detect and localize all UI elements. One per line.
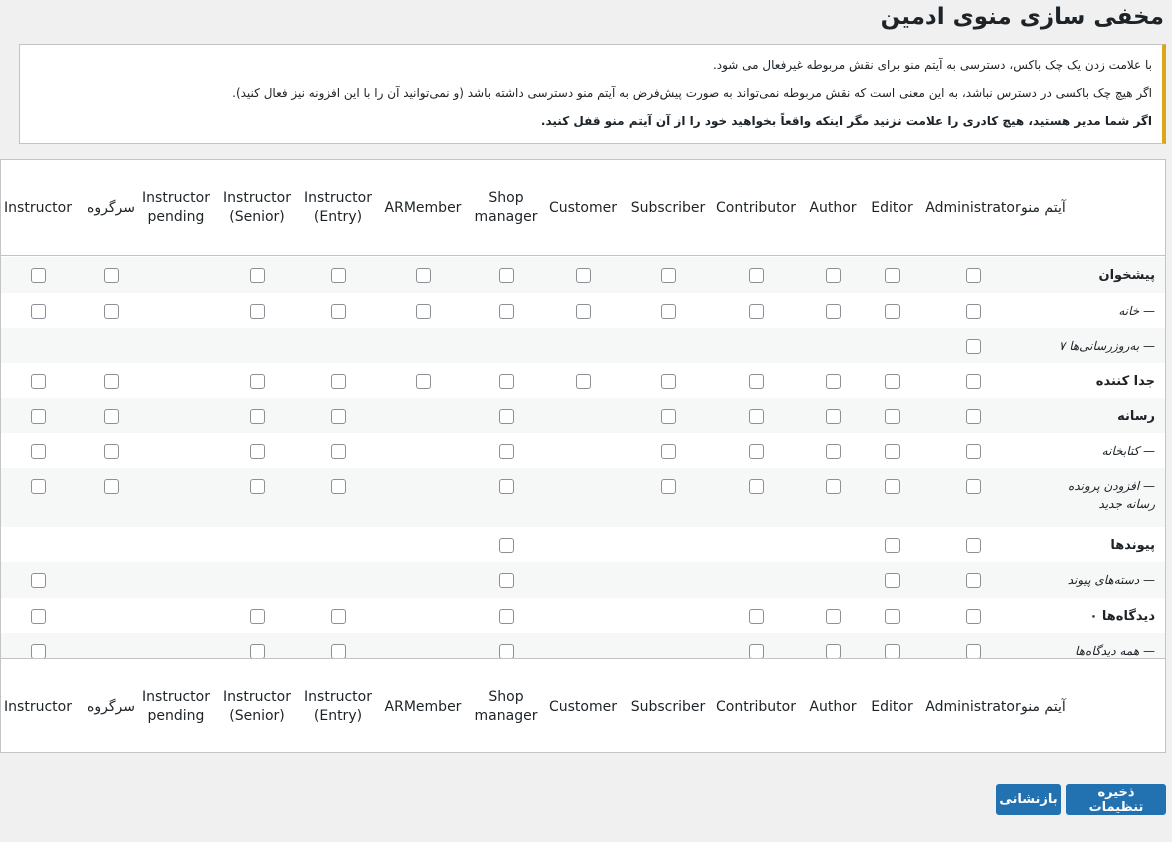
role-name: Contributor	[716, 199, 796, 216]
hide-menu-checkbox[interactable]	[576, 374, 591, 389]
role-name: Instructor	[142, 689, 210, 705]
role-name: ARMember	[384, 698, 462, 715]
notice-line-2: اگر هیچ چک باکسی در دسترس نباشد، به این معنی است که نقش مربوطه نمی‌تواند به صورت پیش‌فرض به آیتم منو دسترسی داشته باشد (و نمی‌توانید آن را با این افزونه نیز فعال کنید).	[232, 86, 1152, 100]
menu-item-label: دیدگاه‌ها ۰	[1089, 609, 1155, 624]
hide-menu-checkbox[interactable]	[885, 304, 900, 319]
role-name: سرگروه	[87, 698, 135, 715]
hide-menu-checkbox[interactable]	[104, 444, 119, 459]
hide-menu-checkbox[interactable]	[966, 479, 981, 494]
hide-menu-checkbox[interactable]	[104, 374, 119, 389]
hide-menu-checkbox[interactable]	[499, 374, 514, 389]
role-name: Administrator	[925, 698, 1021, 715]
hide-menu-checkbox[interactable]	[331, 644, 346, 658]
role-name: Contributor	[716, 698, 796, 715]
role-name: Editor	[871, 199, 913, 216]
hide-menu-checkbox[interactable]	[416, 304, 431, 319]
hide-menu-checkbox[interactable]	[250, 444, 265, 459]
hide-menu-checkbox[interactable]	[826, 374, 841, 389]
notice-line-1: با علامت زدن یک چک باکس، دسترسی به آیتم منو برای نقش مربوطه غیرفعال می شود.	[712, 58, 1152, 72]
footer-role-column	[131, 659, 221, 753]
role-name: manager	[474, 708, 538, 724]
role-name: pending	[147, 209, 205, 225]
hide-menu-checkbox[interactable]	[749, 304, 764, 319]
role-name: Subscriber	[630, 698, 706, 715]
hide-menu-checkbox[interactable]	[31, 479, 46, 494]
hide-menu-checkbox[interactable]	[885, 268, 900, 283]
role-name: Customer	[548, 698, 617, 715]
header-role-column	[378, 160, 468, 256]
hide-menu-checkbox[interactable]	[966, 409, 981, 424]
menu-item-label: — خانه	[1118, 304, 1155, 318]
hide-menu-checkbox[interactable]	[661, 479, 676, 494]
hide-menu-checkbox[interactable]	[331, 479, 346, 494]
hide-menu-checkbox[interactable]	[826, 644, 841, 658]
footer-role-column	[3, 659, 73, 753]
menu-item-label: رسانه	[1117, 409, 1155, 424]
hide-menu-checkbox[interactable]	[661, 268, 676, 283]
header-role-column	[623, 160, 713, 256]
hide-menu-checkbox[interactable]	[885, 644, 900, 658]
table-row	[1, 257, 1165, 293]
hide-menu-checkbox[interactable]	[966, 304, 981, 319]
table-row	[1, 468, 1165, 527]
table-row	[1, 633, 1165, 658]
table-footer	[1, 658, 1165, 753]
header-role-column	[543, 160, 623, 256]
role-name: Subscriber	[630, 199, 706, 216]
role-name: Instructor	[4, 698, 72, 715]
header-role-column	[298, 160, 378, 256]
hide-menu-checkbox[interactable]	[885, 409, 900, 424]
footer-role-column	[711, 659, 801, 753]
hide-menu-checkbox[interactable]	[826, 444, 841, 459]
menu-item-label: — همه دیدگاه‌ها	[1075, 644, 1155, 658]
role-name: Shop	[488, 689, 524, 705]
menu-item-label: جدا کننده	[1095, 374, 1155, 389]
footer-role-column	[923, 659, 1023, 753]
hide-menu-checkbox[interactable]	[331, 444, 346, 459]
hide-menu-checkbox[interactable]	[31, 609, 46, 624]
hide-menu-checkbox[interactable]	[749, 268, 764, 283]
hide-menu-checkbox[interactable]	[499, 609, 514, 624]
hide-menu-checkbox[interactable]	[885, 609, 900, 624]
hide-menu-checkbox[interactable]	[31, 304, 46, 319]
reset-button[interactable]: بازنشانی	[996, 784, 1061, 815]
hide-menu-checkbox[interactable]	[749, 374, 764, 389]
hide-menu-checkbox[interactable]	[250, 374, 265, 389]
menu-item-label: — دسته‌های پیوند	[1067, 573, 1155, 587]
hide-menu-checkbox[interactable]	[966, 374, 981, 389]
role-name: Administrator	[925, 199, 1021, 216]
hide-menu-checkbox[interactable]	[31, 573, 46, 588]
hide-menu-checkbox[interactable]	[499, 304, 514, 319]
footer-role-column	[81, 659, 141, 753]
role-name: ARMember	[384, 199, 462, 216]
table-row	[1, 293, 1165, 328]
save-settings-button[interactable]: ذخیره تنظیمات	[1066, 784, 1166, 815]
hide-menu-checkbox[interactable]	[499, 479, 514, 494]
hide-menu-checkbox[interactable]	[826, 268, 841, 283]
hide-menu-checkbox[interactable]	[250, 304, 265, 319]
hide-menu-checkbox[interactable]	[499, 268, 514, 283]
footer-menu-item-column: آیتم منو	[1021, 698, 1066, 715]
role-name: Editor	[871, 698, 913, 715]
hide-menu-checkbox[interactable]	[826, 479, 841, 494]
role-name: Author	[809, 199, 857, 216]
hide-menu-checkbox[interactable]	[104, 304, 119, 319]
table-row	[1, 433, 1165, 468]
hide-menu-checkbox[interactable]	[331, 374, 346, 389]
menu-permissions-table	[0, 159, 1166, 753]
header-role-column	[803, 160, 863, 256]
role-name: (Senior)	[229, 708, 285, 724]
table-row	[1, 527, 1165, 562]
role-name: manager	[474, 209, 538, 225]
hide-menu-checkbox[interactable]	[250, 609, 265, 624]
hide-menu-checkbox[interactable]	[885, 374, 900, 389]
footer-role-column	[862, 659, 922, 753]
hide-menu-checkbox[interactable]	[661, 374, 676, 389]
menu-item-label: پیوندها	[1110, 538, 1155, 553]
header-role-column	[923, 160, 1023, 256]
hide-menu-checkbox[interactable]	[31, 409, 46, 424]
hide-menu-checkbox[interactable]	[885, 479, 900, 494]
role-name: Instructor	[142, 190, 210, 206]
hide-menu-checkbox[interactable]	[749, 409, 764, 424]
hide-menu-checkbox[interactable]	[966, 644, 981, 658]
role-name: Instructor	[304, 689, 372, 705]
footer-role-column	[217, 659, 297, 753]
hide-menu-checkbox[interactable]	[966, 444, 981, 459]
footer-role-column	[543, 659, 623, 753]
header-role-column	[131, 160, 221, 256]
table-row	[1, 328, 1165, 363]
hide-menu-checkbox[interactable]	[250, 479, 265, 494]
footer-role-column	[378, 659, 468, 753]
hide-menu-checkbox[interactable]	[250, 409, 265, 424]
hide-menu-checkbox[interactable]	[31, 268, 46, 283]
table-row	[1, 562, 1165, 598]
role-name: Customer	[548, 199, 617, 216]
footer-role-column	[803, 659, 863, 753]
hide-menu-checkbox[interactable]	[966, 609, 981, 624]
menu-item-label: — به‌روزرسانی‌ها ۷	[1058, 339, 1155, 353]
hide-menu-checkbox[interactable]	[661, 409, 676, 424]
hide-menu-checkbox[interactable]	[331, 268, 346, 283]
hide-menu-checkbox[interactable]	[499, 573, 514, 588]
hide-menu-checkbox[interactable]	[499, 644, 514, 658]
hide-menu-checkbox[interactable]	[885, 573, 900, 588]
hide-menu-checkbox[interactable]	[966, 538, 981, 553]
role-name: (Entry)	[313, 708, 363, 724]
hide-menu-checkbox[interactable]	[826, 409, 841, 424]
hide-menu-checkbox[interactable]	[331, 304, 346, 319]
header-menu-item-column: آیتم منو	[1021, 199, 1066, 216]
header-role-column	[217, 160, 297, 256]
footer-role-column	[466, 659, 546, 753]
table-row	[1, 598, 1165, 633]
footer-role-column	[623, 659, 713, 753]
table-body[interactable]	[1, 257, 1165, 658]
role-name: Instructor	[4, 199, 72, 216]
role-name: Shop	[488, 190, 524, 206]
table-row	[1, 363, 1165, 398]
header-role-column	[466, 160, 546, 256]
hide-menu-checkbox[interactable]	[576, 268, 591, 283]
warning-notice	[19, 44, 1166, 144]
role-name: pending	[147, 708, 205, 724]
hide-menu-checkbox[interactable]	[576, 304, 591, 319]
table-row	[1, 398, 1165, 433]
hide-menu-checkbox[interactable]	[499, 444, 514, 459]
hide-menu-checkbox[interactable]	[104, 479, 119, 494]
role-name: (Senior)	[229, 209, 285, 225]
hide-menu-checkbox[interactable]	[885, 444, 900, 459]
role-name: (Entry)	[313, 209, 363, 225]
role-name: Author	[809, 698, 857, 715]
hide-menu-checkbox[interactable]	[416, 374, 431, 389]
hide-menu-checkbox[interactable]	[250, 644, 265, 658]
hide-menu-checkbox[interactable]	[31, 444, 46, 459]
page-title: مخفی سازی منوی ادمین	[880, 4, 1164, 30]
hide-menu-checkbox[interactable]	[885, 538, 900, 553]
hide-menu-checkbox[interactable]	[250, 268, 265, 283]
hide-menu-checkbox[interactable]	[661, 444, 676, 459]
menu-item-label: — کتابخانه	[1101, 444, 1155, 458]
hide-menu-checkbox[interactable]	[966, 573, 981, 588]
hide-menu-checkbox[interactable]	[749, 479, 764, 494]
hide-menu-checkbox[interactable]	[826, 609, 841, 624]
hide-menu-checkbox[interactable]	[31, 644, 46, 658]
header-role-column	[862, 160, 922, 256]
hide-menu-checkbox[interactable]	[966, 268, 981, 283]
hide-menu-checkbox[interactable]	[416, 268, 431, 283]
role-name: Instructor	[223, 190, 291, 206]
header-role-column	[3, 160, 73, 256]
notice-line-3: اگر شما مدیر هستید، هیچ کادری را علامت نزنید مگر اینکه واقعاً بخواهید خود را از آن آیتم منو قفل کنید.	[540, 114, 1152, 128]
role-name: Instructor	[304, 190, 372, 206]
role-name: Instructor	[223, 689, 291, 705]
hide-menu-checkbox[interactable]	[966, 339, 981, 354]
hide-menu-checkbox[interactable]	[499, 409, 514, 424]
hide-menu-checkbox[interactable]	[661, 304, 676, 319]
hide-menu-checkbox[interactable]	[749, 609, 764, 624]
hide-menu-checkbox[interactable]	[749, 444, 764, 459]
hide-menu-checkbox[interactable]	[104, 409, 119, 424]
header-role-column	[81, 160, 141, 256]
hide-menu-checkbox[interactable]	[826, 304, 841, 319]
menu-item-label: — افزودن پرونده رسانه جدید	[1068, 479, 1155, 511]
role-name: سرگروه	[87, 199, 135, 216]
hide-menu-checkbox[interactable]	[331, 409, 346, 424]
hide-menu-checkbox[interactable]	[749, 644, 764, 658]
hide-menu-checkbox[interactable]	[331, 609, 346, 624]
hide-menu-checkbox[interactable]	[104, 268, 119, 283]
header-role-column	[711, 160, 801, 256]
hide-menu-checkbox[interactable]	[31, 374, 46, 389]
footer-role-column	[298, 659, 378, 753]
hide-menu-checkbox[interactable]	[499, 538, 514, 553]
menu-item-label: پیشخوان	[1098, 268, 1155, 283]
table-header	[1, 160, 1165, 256]
